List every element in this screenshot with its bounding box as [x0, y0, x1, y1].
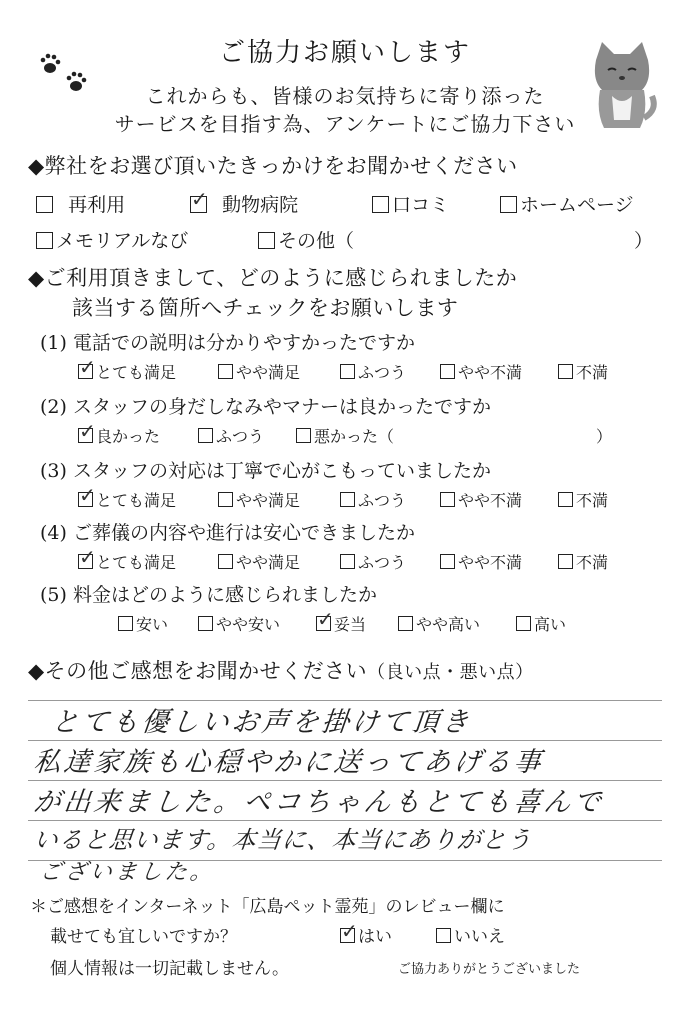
q5-checkbox-1[interactable]	[118, 616, 133, 631]
q1-option-dissatisfied[interactable]: 不満	[558, 360, 608, 383]
option-other[interactable]: その他（	[258, 226, 354, 253]
question-1: (1) 電話での説明は分かりやすかったですか	[40, 332, 415, 354]
q2-checkbox-2[interactable]	[198, 428, 213, 443]
question-2: (2) スタッフの身だしなみやマナーは良かったですか	[40, 396, 491, 418]
q3-option-very-satisfied[interactable]: ✓ とても満足	[79, 483, 177, 510]
question-5: (5) 料金はどのように感じられましたか	[40, 584, 377, 606]
q2-checkbox-3[interactable]	[296, 428, 311, 443]
q2-close-paren: ）	[596, 427, 613, 446]
q3-option-dissatisfied[interactable]: 不満	[558, 488, 608, 511]
checkbox-other[interactable]	[258, 232, 275, 249]
handwritten-comment-line-3: が出来ました。ペコちゃんもとても喜んで	[32, 787, 606, 818]
q3-checkbox-1[interactable]	[78, 483, 96, 507]
q4-option-somewhat-satisfied[interactable]: やや満足	[218, 550, 300, 573]
cat-illustration-icon	[586, 40, 658, 132]
q1-checkbox-4[interactable]	[440, 364, 455, 379]
q5-option-somewhat-expensive[interactable]: やや高い	[398, 612, 480, 635]
subtitle-line-1: これからも、皆様のお気持ちに寄り添った	[145, 84, 545, 108]
q1-checkbox-2[interactable]	[218, 364, 233, 379]
checkmark-icon: ✓	[191, 186, 208, 211]
option-animal-hospital[interactable]: ✓ 動物病院	[191, 186, 299, 216]
q1-option-neutral[interactable]: ふつう	[340, 360, 406, 383]
q4-option-somewhat-dissatisfied[interactable]: やや不満	[440, 550, 522, 573]
q5-checkbox-2[interactable]	[198, 616, 213, 631]
q4-checkbox-2[interactable]	[218, 554, 233, 569]
checkmark-icon: ✓	[79, 483, 96, 507]
q4-checkbox-4[interactable]	[440, 554, 455, 569]
q5-option-reasonable[interactable]: ✓ 妥当	[317, 607, 367, 634]
question-3: (3) スタッフの対応は丁寧で心がこもっていましたか	[40, 460, 491, 482]
review-consent-line: ＊ご感想をインターネット「広島ペット霊苑」のレビュー欄に	[30, 897, 505, 917]
paw-prints-icon	[36, 50, 96, 100]
q1-option-somewhat-dissatisfied[interactable]: やや不満	[440, 360, 522, 383]
q5-checkbox-3[interactable]	[316, 607, 334, 631]
consent-no-option[interactable]: いいえ	[436, 922, 505, 947]
section1-heading: ◆弊社をお選び頂いたきっかけをお聞かせください	[28, 154, 518, 178]
q2-option-bad[interactable]: 悪かった（	[296, 424, 394, 447]
thank-you-note: ご協力ありがとうございました	[398, 962, 581, 977]
q1-option-somewhat-satisfied[interactable]: やや満足	[218, 360, 300, 383]
subtitle-line-2: サービスを目指す為、アンケートにご協力下さい	[114, 112, 576, 136]
checkmark-icon: ✓	[341, 919, 358, 943]
option-homepage[interactable]: ホームページ	[500, 190, 634, 217]
q1-checkbox-5[interactable]	[558, 364, 573, 379]
q2-checkbox-1[interactable]	[78, 419, 96, 443]
q3-checkbox-4[interactable]	[440, 492, 455, 507]
checkmark-icon: ✓	[317, 607, 334, 631]
checkmark-icon: ✓	[79, 355, 96, 379]
checkbox-homepage[interactable]	[500, 196, 517, 213]
q3-option-somewhat-dissatisfied[interactable]: やや不満	[440, 488, 522, 511]
checkbox-animal-hospital[interactable]	[190, 186, 208, 213]
checkbox-word-of-mouth[interactable]	[372, 196, 389, 213]
handwritten-comment-line-2: 私達家族も心穏やかに送ってあげる事	[32, 747, 546, 778]
question-4: (4) ご葬儀の内容や進行は安心できましたか	[40, 522, 415, 544]
q1-option-very-satisfied[interactable]: ✓ とても満足	[79, 355, 177, 382]
q1-checkbox-1[interactable]	[78, 355, 96, 379]
checkmark-icon: ✓	[79, 419, 96, 443]
q4-checkbox-5[interactable]	[558, 554, 573, 569]
q4-checkbox-1[interactable]	[78, 545, 96, 569]
section2-heading: ◆ご利用頂きまして、どのように感じられましたか	[28, 266, 518, 290]
q2-option-good[interactable]: ✓ 良かった	[79, 419, 161, 446]
handwritten-comment-line-1: とても優しいお声を掛けて頂き	[50, 707, 474, 738]
section2-subheading: 該当する箇所へチェックをお願いします	[72, 296, 459, 320]
consent-yes-option[interactable]: ✓ はい	[341, 919, 392, 947]
option-reuse[interactable]: 再利用	[36, 190, 125, 217]
handwritten-comment-line-5: ございました。	[38, 860, 217, 885]
option-word-of-mouth[interactable]: 口コミ	[372, 190, 449, 217]
q5-checkbox-5[interactable]	[516, 616, 531, 631]
handwritten-comment-line-4: いると思います。本当に、本当にありがとう	[32, 826, 534, 854]
q4-option-very-satisfied[interactable]: ✓ とても満足	[79, 545, 177, 572]
q4-option-neutral[interactable]: ふつう	[340, 550, 406, 573]
q1-checkbox-3[interactable]	[340, 364, 355, 379]
consent-no-checkbox[interactable]	[436, 928, 451, 943]
q5-option-expensive[interactable]: 高い	[516, 612, 566, 635]
checkmark-icon: ✓	[79, 545, 96, 569]
q5-checkbox-4[interactable]	[398, 616, 413, 631]
q2-option-neutral[interactable]: ふつう	[198, 424, 264, 447]
q3-option-neutral[interactable]: ふつう	[340, 488, 406, 511]
checkbox-reuse[interactable]	[36, 196, 53, 213]
section3-heading: ◆その他ご感想をお聞かせください（良い点・悪い点）	[28, 659, 534, 683]
q3-checkbox-3[interactable]	[340, 492, 355, 507]
privacy-note: 個人情報は一切記載しません。	[50, 959, 290, 979]
q3-checkbox-2[interactable]	[218, 492, 233, 507]
option-memorial-navi[interactable]: メモリアルなび	[36, 226, 188, 253]
q4-option-dissatisfied[interactable]: 不満	[558, 550, 608, 573]
review-consent-question: 載せても宜しいですか？	[50, 927, 237, 947]
section3-heading-note: （良い点・悪い点）	[367, 662, 534, 683]
q3-checkbox-5[interactable]	[558, 492, 573, 507]
q5-option-cheap[interactable]: 安い	[118, 612, 168, 635]
survey-title: ご協力お願いします	[218, 38, 471, 68]
q3-option-somewhat-satisfied[interactable]: やや満足	[218, 488, 300, 511]
checkbox-memorial-navi[interactable]	[36, 232, 53, 249]
q4-checkbox-3[interactable]	[340, 554, 355, 569]
other-close-paren: ）	[634, 230, 654, 252]
consent-yes-checkbox[interactable]	[340, 919, 358, 943]
q5-option-somewhat-cheap[interactable]: やや安い	[198, 612, 280, 635]
